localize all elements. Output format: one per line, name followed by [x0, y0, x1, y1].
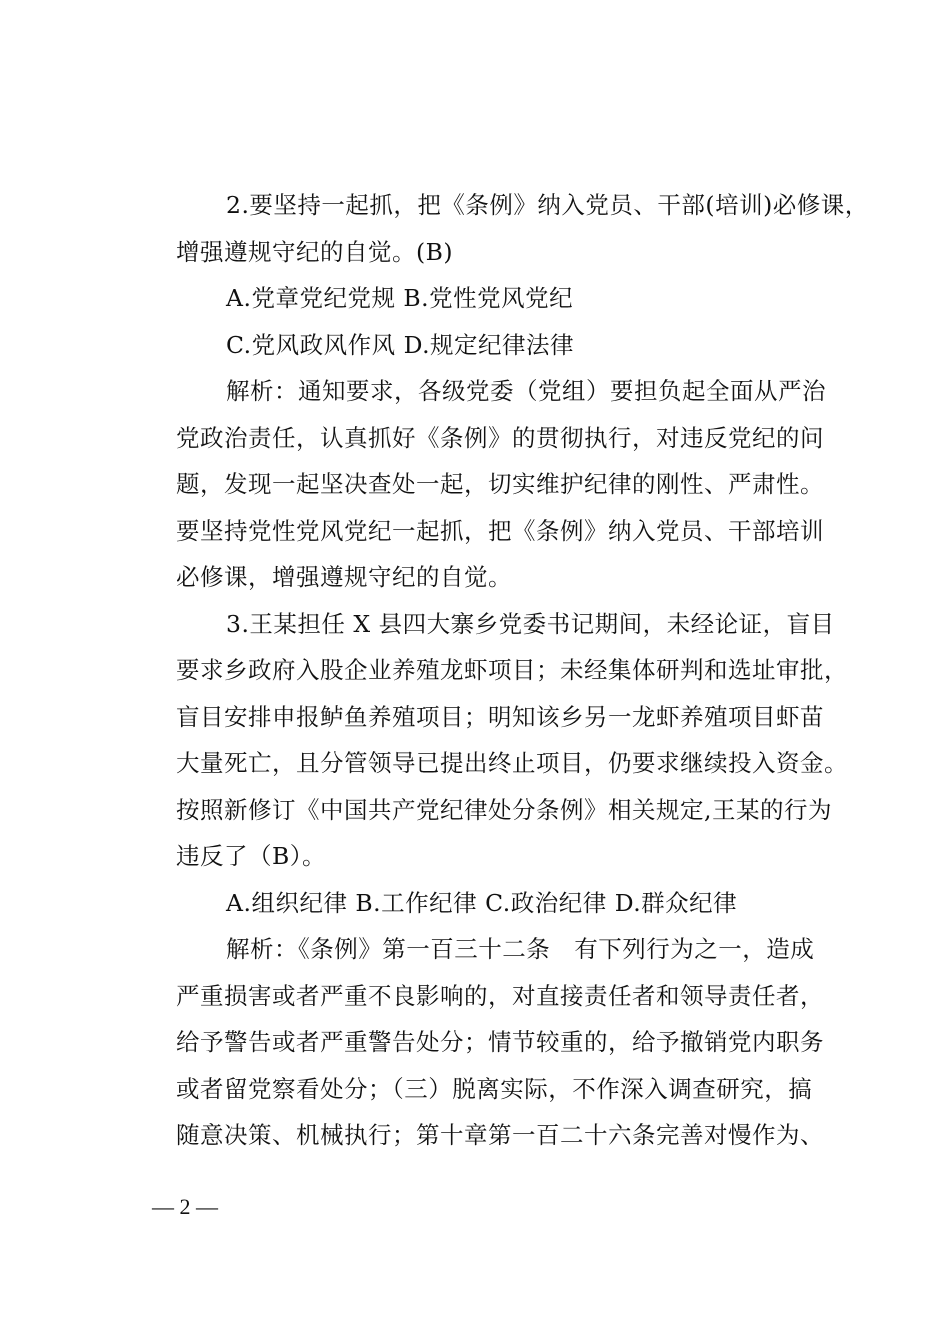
text-line: A.党章党纪党规 B.党性党风党纪 — [226, 284, 574, 312]
text-line: 要坚持党性党风党纪一起抓，把《条例》纳入党员、干部培训 — [176, 516, 824, 545]
text-line: 解析：《条例》第一百三十二条 有下列行为之一，造成 — [226, 935, 815, 963]
text-line: 盲目安排申报鲈鱼养殖项目；明知该乡另一龙虾养殖项目虾苗 — [176, 702, 824, 731]
question-2 — [128, 182, 869, 275]
text-line: 违反了（B）。 — [176, 842, 327, 870]
text-line: 要求乡政府入股企业养殖龙虾项目；未经集体研判和选址审批， — [176, 656, 848, 684]
question-2-options-cd — [128, 322, 840, 369]
text-line: C.党风政风作风 D.规定纪律法律 — [226, 330, 575, 359]
question-2-options-ab — [128, 275, 840, 322]
text-line: A.组织纪律 B.工作纪律 C.政治纪律 D.群众纪律 — [226, 888, 738, 917]
text-line: 必修课，增强遵规守纪的自觉。 — [176, 563, 512, 591]
question-2-analysis — [128, 368, 840, 601]
text-line: 2.要坚持一起抓，把《条例》纳入党员、干部(培训)必修课， — [226, 191, 869, 219]
document-body — [128, 182, 869, 1159]
text-line: 或者留党察看处分；（三）脱离实际，不作深入调查研究，搞 — [176, 1074, 813, 1103]
text-line: 解析：通知要求，各级党委（党组）要担负起全面从严治 — [226, 377, 826, 405]
question-3-options — [128, 880, 840, 927]
question-3 — [128, 601, 848, 880]
text-line: 党政治责任，认真抓好《条例》的贯彻执行，对违反党纪的问 — [176, 423, 824, 452]
text-line: 题，发现一起坚决查处一起，切实维护纪律的刚性、严肃性。 — [176, 470, 824, 498]
question-3-analysis — [128, 926, 840, 1159]
text-line: 按照新修订《中国共产党纪律处分条例》相关规定,王某的行为 — [176, 795, 832, 824]
page-number: — 2 — — [152, 1194, 218, 1219]
text-line: 增强遵规守纪的自觉。(B) — [176, 237, 454, 266]
text-line: 严重损害或者严重不良影响的，对直接责任者和领导责任者， — [176, 981, 824, 1010]
text-line: 随意决策、机械执行；第十章第一百二十六条完善对慢作为、 — [176, 1121, 824, 1149]
text-line: 3.王某担任 X 县四大寨乡党委书记期间，未经论证，盲目 — [226, 609, 835, 638]
text-line: 大量死亡，且分管领导已提出终止项目，仍要求继续投入资金。 — [176, 749, 848, 777]
text-line: 给予警告或者严重警告处分；情节较重的，给予撤销党内职务 — [176, 1028, 824, 1056]
